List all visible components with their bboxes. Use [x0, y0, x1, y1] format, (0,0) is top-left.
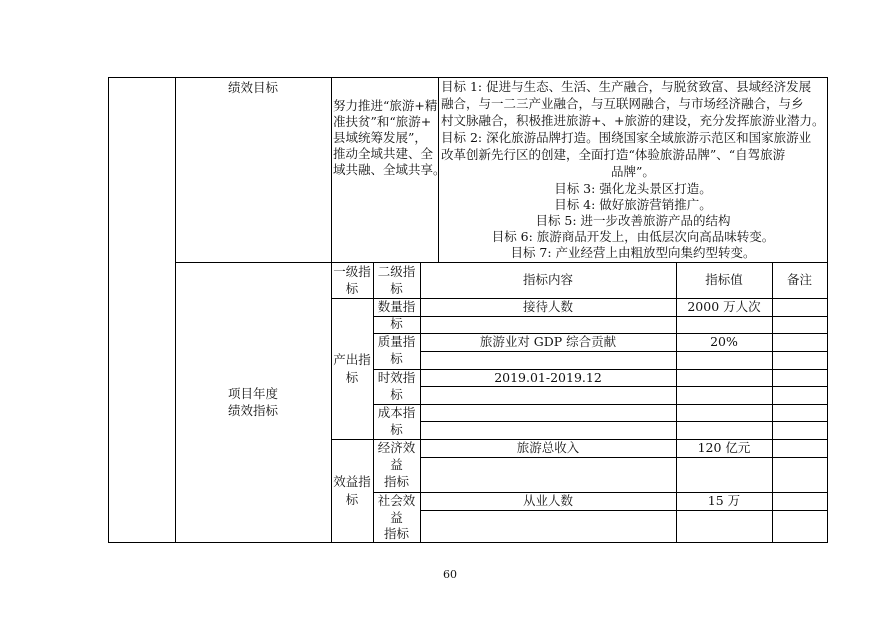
subcat-social: 指标: [383, 526, 409, 541]
goal-target-line: 融合，与一二三产业融合，与互联网融合，与市场经济融合，与乡: [441, 96, 804, 111]
row-content: 从业人数: [522, 493, 573, 508]
goal-summary-line: 域共融、全域共享。: [333, 162, 446, 177]
goal-target-line: 目标 6: 旅游商品开发上，由低层次向高品味转变。: [491, 229, 775, 244]
goal-target-line: 村文脉融合，积极推进旅游+、+旅游的建设，充分发挥旅游业潜力。: [441, 113, 825, 128]
header-level1: 一级指: [333, 264, 371, 279]
subcat-economic: 经济效: [377, 440, 416, 455]
row-value: 15 万: [707, 493, 741, 508]
header-value: 指标值: [705, 272, 743, 287]
goal-header: 绩效目标: [227, 80, 278, 95]
header-level2: 标: [390, 281, 403, 296]
row-value: 120 亿元: [697, 440, 751, 455]
goal-target-line: 目标 3: 强化龙头景区打造。: [554, 181, 712, 196]
row-content: 旅游业对 GDP 综合贡献: [479, 334, 617, 349]
goal-summary-line: 推动全域共建、全: [333, 146, 434, 161]
section-label: 绩效指标: [227, 403, 278, 418]
goal-target-line: 目标 4: 做好旅游营销推广。: [554, 197, 712, 212]
benefit-label: 标: [345, 492, 359, 507]
subcat-economic: 指标: [383, 474, 409, 489]
page-number: 60: [443, 568, 457, 581]
subcat-timeliness: 时效指: [377, 370, 416, 385]
subcat-timeliness: 标: [390, 387, 403, 402]
goal-summary-line: 努力推进“旅游+精: [333, 98, 438, 113]
section-label: 项目年度: [227, 386, 278, 401]
output-label: 标: [345, 370, 359, 385]
subcat-cost: 成本指: [377, 405, 416, 420]
header-level1: 标: [345, 281, 359, 296]
goal-target-line: 目标 2: 深化旅游品牌打造。围绕国家全域旅游示范区和国家旅游业: [441, 130, 812, 145]
goal-target-line: 目标 5: 进一步改善旅游产品的结构: [535, 213, 731, 228]
row-content: 接待人数: [522, 299, 573, 314]
goal-target-line: 品牌”。: [611, 164, 655, 179]
goal-summary-line: 县域统筹发展”，: [333, 130, 427, 145]
subcat-quality: 标: [390, 351, 403, 366]
goal-target-line: 目标 7: 产业经营上由粗放型向集约型转变。: [510, 245, 756, 260]
goal-target-line: 目标 1: 促进与生态、生活、生产融合，与脱贫致富、县域经济发展: [441, 79, 812, 94]
row-value: 2000 万人次: [687, 299, 761, 314]
subcat-quality: 质量指: [377, 334, 416, 349]
row-content: 旅游总收入: [516, 440, 580, 455]
output-label: 产出指: [333, 352, 371, 367]
subcat-economic: 益: [390, 457, 403, 472]
row-value: 20%: [710, 334, 738, 349]
subcat-quantity: 标: [390, 316, 403, 331]
goal-summary-line: 准扶贫”和“旅游+: [333, 114, 432, 129]
subcat-cost: 标: [390, 422, 403, 437]
header-content: 指标内容: [522, 272, 573, 287]
header-note: 备注: [786, 272, 812, 287]
header-level2: 二级指: [377, 264, 416, 279]
subcat-quantity: 数量指: [377, 299, 416, 314]
benefit-label: 效益指: [333, 474, 371, 489]
subcat-social: 社会效: [377, 493, 416, 508]
row-content: 2019.01-2019.12: [494, 370, 602, 385]
subcat-social: 益: [390, 510, 403, 525]
goal-target-line: 改革创新先行区的创建，全面打造“体验旅游品牌”、“自驾旅游: [441, 147, 786, 162]
